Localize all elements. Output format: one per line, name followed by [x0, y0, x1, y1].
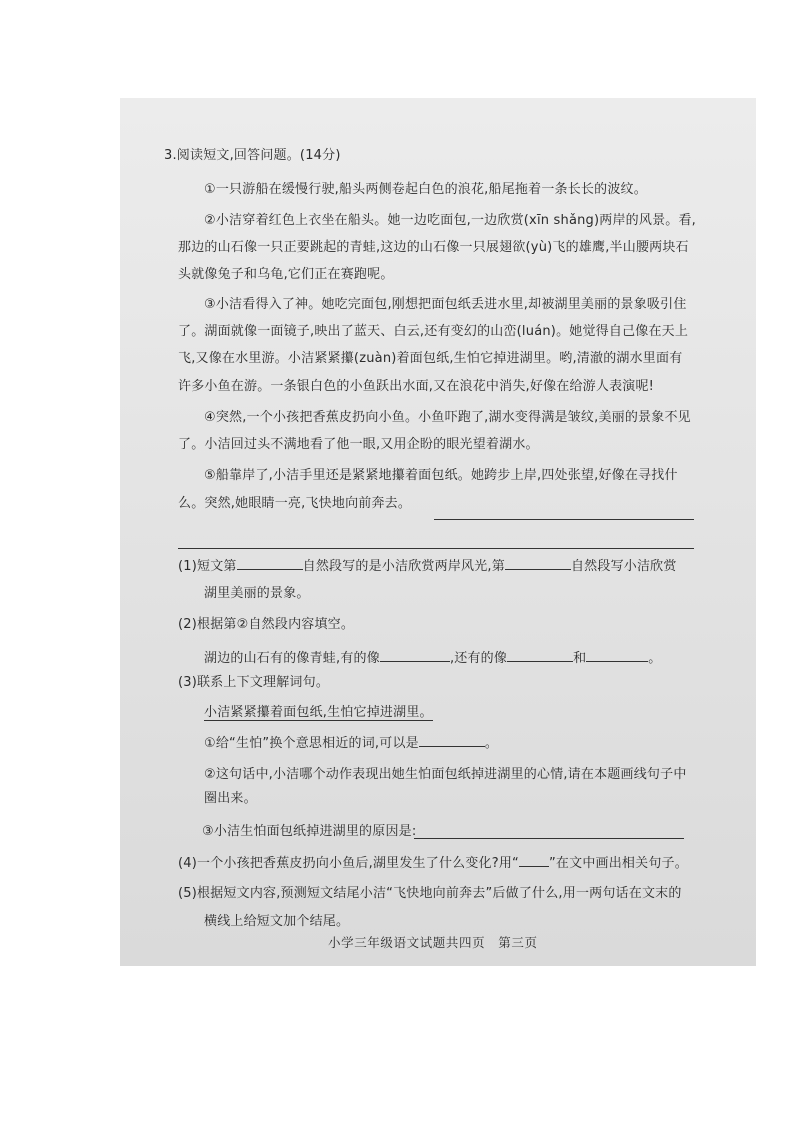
sub-question-5: (5)根据短文内容,预测短文结尾小洁“飞快地向前奔去”后做了什么,用一两句话在文末的	[178, 886, 682, 901]
passage-paragraph-5: ⑤船靠岸了,小洁手里还是紧紧地攥着面包纸。她跨步上岸,四处张望,好像在寻找什	[204, 468, 678, 483]
passage-paragraph-2: ②小洁穿着红色上衣坐在船头。她一边吃面包,一边欣赏(xīn shǎng)两岸的风景。看,	[204, 213, 697, 228]
sub-question-1: (1)短文第 自然段写的是小洁欣赏两岸风光,第 自然段写小洁欣赏	[178, 559, 677, 574]
page-footer: 小学三年级语文试题共四页 第三页	[328, 935, 538, 950]
answer-line[interactable]	[414, 838, 684, 839]
passage-paragraph-2: 那边的山石像一只正要跳起的青蛙,这边的山石像一只展翅欲(yù)飞的雄鹰,半山腰两块石	[178, 240, 689, 255]
sub-question-2: (2)根据第②自然段内容填空。	[178, 617, 355, 632]
answer-blank[interactable]	[380, 649, 450, 662]
passage-paragraph-1: ①一只游船在缓慢行驶,船头两侧卷起白色的浪花,船尾拖着一条长长的波纹。	[204, 182, 647, 197]
sub-question-3-2: 圈出来。	[204, 791, 257, 806]
sub-question-3-2: ②这句话中,小洁哪个动作表现出她生怕面包纸掉进湖里的心情,请在本题画线句子中	[204, 767, 687, 782]
exam-sheet	[120, 98, 756, 966]
sub-question-2-fill: 湖边的山石有的像青蛙,有的像 ,还有的像 和 。	[204, 651, 662, 666]
question-title: 3.阅读短文,回答问题。(14分)	[164, 148, 341, 163]
sub-question-3-3: ③小洁生怕面包纸掉进湖里的原因是:	[202, 824, 417, 839]
sub-question-1: 湖里美丽的景象。	[204, 586, 310, 601]
answer-blank[interactable]	[237, 557, 303, 570]
passage-paragraph-3: 飞,又像在水里游。小洁紧紧攥(zuàn)着面包纸,生怕它掉进湖里。哟,清澈的湖水里面有	[178, 351, 683, 366]
passage-paragraph-3: ③小洁看得入了神。她吃完面包,刚想把面包纸丢进水里,却被湖里美丽的景象吸引住	[204, 297, 687, 312]
answer-blank[interactable]	[586, 649, 648, 662]
answer-blank[interactable]	[419, 734, 485, 747]
passage-paragraph-5: 么。突然,她眼睛一亮,飞快地向前奔去。	[178, 496, 412, 511]
sub-question-3: (3)联系上下文理解词句。	[178, 675, 330, 690]
sub-question-3-sentence: 小洁紧紧攥着面包纸,生怕它掉进湖里。	[204, 705, 433, 720]
passage-paragraph-2: 头就像兔子和乌龟,它们正在赛跑呢。	[178, 267, 394, 282]
passage-paragraph-3: 许多小鱼在游。一条银白色的小鱼跃出水面,又在浪花中消失,好像在给游人表演呢!	[178, 379, 655, 394]
ending-answer-line[interactable]	[178, 548, 694, 549]
answer-blank[interactable]	[507, 649, 573, 662]
sub-question-5: 横线上给短文加个结尾。	[204, 914, 350, 929]
answer-blank[interactable]	[505, 557, 571, 570]
ending-answer-line[interactable]	[434, 519, 694, 520]
sub-question-3-1: ①给“生怕”换个意思相近的词,可以是 。	[204, 736, 499, 751]
passage-paragraph-4: 了。小洁回过头不满地看了他一眼,又用企盼的眼光望着湖水。	[178, 437, 539, 452]
passage-paragraph-4: ④突然,一个小孩把香蕉皮扔向小鱼。小鱼吓跑了,湖水变得满是皱纹,美丽的景象不见	[204, 410, 691, 425]
sub-question-4: (4)一个小孩把香蕉皮扔向小鱼后,湖里发生了什么变化?用“ ”在文中画出相关句子。	[178, 856, 688, 871]
passage-paragraph-3: 了。湖面就像一面镜子,映出了蓝天、白云,还有变幻的山峦(luán)。她觉得自己像在天上	[178, 324, 689, 339]
answer-blank	[519, 854, 549, 867]
